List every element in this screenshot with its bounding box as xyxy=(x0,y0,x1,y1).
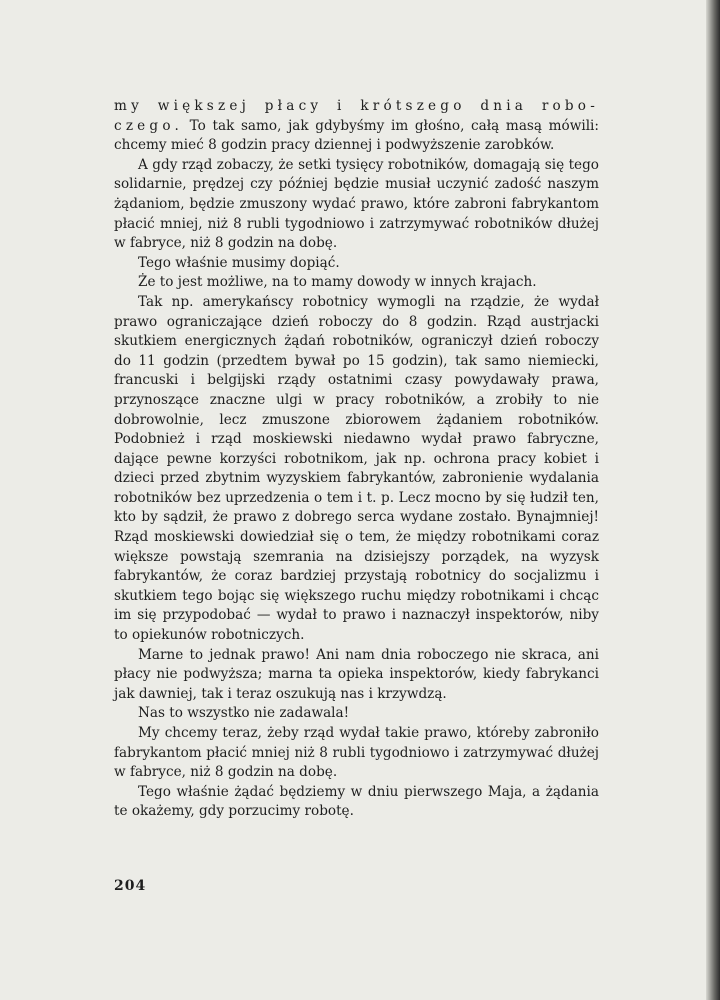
paragraph-7: Nas to wszystko nie zadawala! xyxy=(138,705,350,722)
paragraph-3: Tego właśnie musimy dopiąć. xyxy=(138,254,340,271)
paragraph-4: Że to jest możliwe, na to mamy dowody w innych krajach. xyxy=(138,274,537,291)
paragraph-6: Marne to jednak prawo! Ani nam dnia roboczego nie skraca, ani płacy nie podwyższa; marna ta opieka inspektorów, kiedy fabrykanci jak dawniej, tak i teraz oszukują nas i krzywdzą. xyxy=(114,646,599,702)
paragraph-5: Tak np. amerykańscy robotnicy wymogli na rządzie, że wydał prawo ograniczające dzień roboczy do 8 godzin. Rząd austrjacki skutkiem energicznych żądań robotników, ograniczył dzień roboczy do 11 godzin (przedtem bywał po 15 godzin), tak samo niemiecki, francuski i belgijski rządy ostatnimi czasy powydawały prawa, przynoszące znaczne ulgi w pracy robotników, a zrobiły to nie dobrowolnie, lecz zmuszone zbiorowem żądaniem robotników. Podobnież i rząd moskiewski niedawno wydał prawo fabryczne, dające pewne korzyści robotnikom, jak np. ochrona pracy kobiet i dzieci przed zbytnim wyzyskiem fabrykantów, zabronienie wydalania robotników bez uprzedzenia o tem i t. p. Lecz mocno by się łudził ten, kto by sądził, że prawo z dobrego serca wydane zostało. Bynajmniej! Rząd moskiewski dowiedział się o tem, że między robotnikami coraz większe powstają szemrania na dzisiejszy porządek, na wyzysk fabrykantów, że coraz bardziej przystają robotnicy do socjalizmu i skutkiem tego bojąc się większego ruchu między robotnikami i chcąc im się przypodobać — wydał to prawo i naznaczył inspektorów, niby to opiekunów robotniczych. xyxy=(114,293,599,644)
book-spine-shadow xyxy=(706,0,720,1000)
paragraph-9: Tego właśnie żądać będziemy w dniu pierwszego Maja, a żądania te okażemy, gdy porzucimy robotę. xyxy=(114,783,599,820)
spaced-lead-text: my większej płacy i krótszego dnia robo-czego. xyxy=(114,98,599,134)
paragraph-2: A gdy rząd zobaczy, że setki tysięcy robotników, domagają się tego solidarnie, prędzej czy później będzie musiał uczynić zadość naszym żądaniom, będzie zmuszony wydać prawo, które zabroni fabrykantom płacić mniej, niż 8 rubli tygodniowo i zatrzymywać robotników dłużej w fabryce, niż 8 godzin na dobę. xyxy=(114,156,599,252)
paragraph-1-rest: To tak samo, jak gdybyśmy im głośno, całą masą mówili: chcemy mieć 8 godzin pracy dziennej i podwyższenie zarobków. xyxy=(114,117,599,154)
page-number: 204 xyxy=(114,878,147,894)
paragraph-1 xyxy=(114,97,599,156)
paragraph-8: My chcemy teraz, żeby rząd wydał takie prawo, któreby zabroniło fabrykantom płacić mniej niż 8 rubli tygodniowo i zatrzymywać dłużej w fabryce, niż 8 godzin na dobę. xyxy=(114,725,599,781)
page-body-text xyxy=(114,97,599,822)
